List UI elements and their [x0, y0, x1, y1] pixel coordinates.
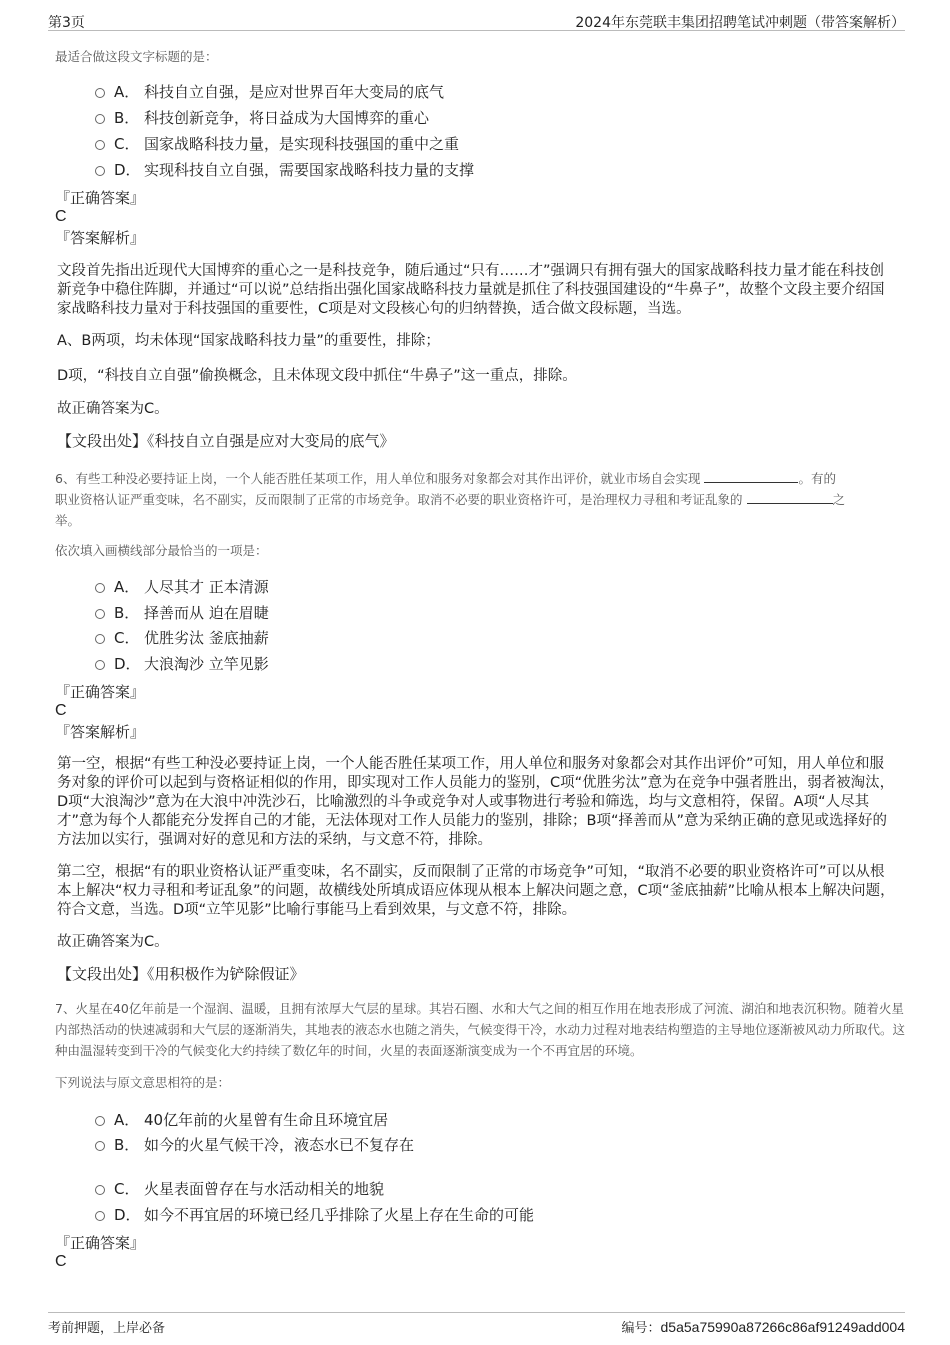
q5-analysis: 文段首先指出近现代大国博弈的重心之一是科技竞争，随后通过“只有……才”强调只有拥有强大的国家战略科技力量才能在科技创新竞争中稳住阵脚，并通过“可以说”总结指出强化国家战略科技力量就是抓住了科技强国建设的“牛鼻子”，故整个文段主要介绍国家战略科技力量对于科技强国的重要性，C项是对文段核心句的归纳替换，适合做文段标题，当选。	[57, 263, 885, 317]
q5-note-ab: A、B两项，均未体现“国家战略科技力量”的重要性，排除；	[57, 333, 440, 349]
q6-option-d[interactable]: D． 大浪淘沙 立竿见影	[95, 654, 269, 674]
fill-blank-2[interactable]	[747, 491, 833, 504]
q7-answer-label: 『正确答案』	[55, 1234, 146, 1252]
q7-option-b[interactable]: B． 如今的火星气候干冷，液态水已不复存在	[95, 1135, 414, 1155]
q5-option-c[interactable]: C． 国家战略科技力量，是实现科技强国的重中之重	[95, 134, 459, 154]
q5-option-a[interactable]: A． 科技自立自强，是应对世界百年大变局的底气	[95, 82, 444, 102]
q5-prompt: 最适合做这段文字标题的是：	[55, 49, 218, 64]
footer-slogan: 考前押题，上岸必备	[48, 1321, 166, 1336]
q7-option-a[interactable]: A． 40亿年前的火星曾有生命且环境宜居	[95, 1110, 388, 1130]
q6-conclusion: 故正确答案为C。	[57, 934, 169, 950]
radio-icon[interactable]	[95, 660, 105, 670]
q6-answer-label: 『正确答案』	[55, 683, 146, 701]
page-number: 第3页	[48, 15, 85, 31]
q7-option-c[interactable]: C． 火星表面曾存在与水活动相关的地貌	[95, 1179, 384, 1199]
radio-icon[interactable]	[95, 1185, 105, 1195]
q5-source: 【文段出处】《科技自立自强是应对大变局的底气》	[57, 432, 395, 450]
q6-stem: 6、有些工种没必要持证上岗，一个人能否胜任某项工作，用人单位和服务对象都会对其作出评价，就业市场自会实现 。有的 职业资格认证严重变味，名不副实，反而限制了正常的市场竞争。取消不必要的职业资格许可，是治理权力寻租和考证乱象的 之 举。	[55, 471, 846, 528]
q7-stem: 7、火星在40亿年前是一个湿润、温暖，且拥有浓厚大气层的星球。其岩石圈、水和大气之间的相互作用在地表形成了河流、湖泊和地表沉积物。随着火星内部热活动的快速减弱和大气层的逐渐消失，其地表的液态水也随之消失，气候变得干冷，水动力过程对地表结构塑造的主导地位逐渐被风动力所取代。这种由温湿转变到干冷的气候变化大约持续了数亿年的时间，火星的表面逐渐演变成为一个不再宜居的环境。	[55, 1001, 906, 1058]
document-title: 2024年东莞联丰集团招聘笔试冲刺题（带答案解析）	[575, 15, 905, 31]
page-header	[48, 8, 905, 31]
q6-source: 【文段出处】《用积极作为铲除假证》	[57, 965, 305, 983]
radio-icon[interactable]	[95, 609, 105, 619]
radio-icon[interactable]	[95, 140, 105, 150]
q7-option-d[interactable]: D． 如今不再宜居的环境已经几乎排除了火星上存在生命的可能	[95, 1205, 534, 1225]
radio-icon[interactable]	[95, 583, 105, 593]
q6-analysis-label: 『答案解析』	[55, 723, 146, 741]
radio-icon[interactable]	[95, 1141, 105, 1151]
radio-icon[interactable]	[95, 1116, 105, 1126]
radio-icon[interactable]	[95, 1211, 105, 1221]
fill-blank-1[interactable]	[704, 470, 798, 483]
q5-conclusion: 故正确答案为C。	[57, 401, 169, 417]
q6-analysis-1: 第一空，根据“有些工种没必要持证上岗，一个人能否胜任某项工作，用人单位和服务对象都会对其作出评价”可知，用人单位和服务对象的评价可以起到与资格证相似的作用，即实现对工作人员能力的鉴别，C项“优胜劣汰”意为在竞争中强者胜出，弱者被淘汰，D项“大浪淘沙”意为在大浪中冲洗沙石，比喻激烈的斗争或竞争对人或事物进行考验和筛选，均与文意相符，保留。A项“人尽其才”意为每个人都能充分发挥自己的才能，无法体现对工作人员能力的鉴别，排除；B项“择善而从”意为采纳正确的意见或选择好的方法加以实行，强调对好的意见和方法的采纳，与文意不符，排除。	[57, 756, 895, 848]
q6-prompt: 依次填入画横线部分最恰当的一项是：	[55, 543, 268, 558]
radio-icon[interactable]	[95, 634, 105, 644]
q6-option-a[interactable]: A． 人尽其才 正本清源	[95, 577, 269, 597]
q7-answer: C	[55, 1253, 67, 1270]
q6-answer: C	[55, 702, 67, 719]
q5-option-d[interactable]: D． 实现科技自立自强，需要国家战略科技力量的支撑	[95, 160, 474, 180]
q6-option-c[interactable]: C． 优胜劣汰 釜底抽薪	[95, 628, 269, 648]
radio-icon[interactable]	[95, 166, 105, 176]
q6-option-b[interactable]: B． 择善而从 迫在眉睫	[95, 603, 269, 623]
q7-prompt: 下列说法与原文意思相符的是：	[55, 1075, 231, 1090]
q5-answer-label: 『正确答案』	[55, 189, 146, 207]
radio-icon[interactable]	[95, 114, 105, 124]
q5-note-d: D项，“科技自立自强”偷换概念，且未体现文段中抓住“牛鼻子”这一重点，排除。	[57, 368, 577, 384]
q6-analysis-2: 第二空，根据“有的职业资格认证严重变味，名不副实，反而限制了正常的市场竞争”可知，“取消不必要的职业资格许可”可以从根本上解决“权力寻租和考证乱象”的问题，故横线处所填成语应体现从根本上解决问题之意，C项“釜底抽薪”比喻从根本上解决问题，符合文意，当选。D项“立竿见影”比喻行事能马上看到效果，与文意不符，排除。	[57, 864, 895, 918]
q5-option-b[interactable]: B． 科技创新竞争，将日益成为大国博弈的重心	[95, 108, 429, 128]
q5-answer: C	[55, 208, 67, 225]
page-footer	[48, 1312, 905, 1337]
radio-icon[interactable]	[95, 88, 105, 98]
q5-analysis-label: 『答案解析』	[55, 229, 146, 247]
document-code: 编号：d5a5a75990a87266c86af91249add004	[621, 1319, 905, 1336]
